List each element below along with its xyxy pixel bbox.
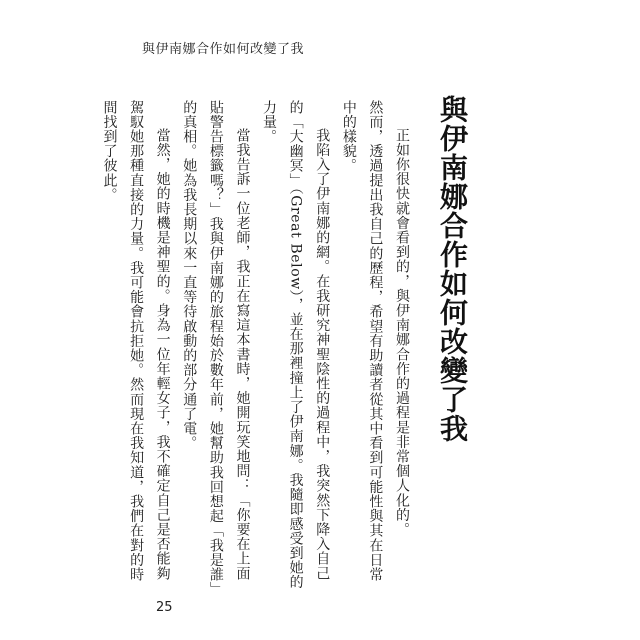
running-head: 與伊南娜合作如何改變了我 [142, 42, 305, 57]
paragraph: 當我告訴一位老師，我正在寫這本書時，她開玩笑地問：「你要在上面貼警告標籤嗎？」我與伊南娜的旅程始於數年前，她幫助我回想起「我是誰」的真相。她為我長期以來一直等待啟動的部分通了電。 [181, 100, 251, 590]
body-text [96, 100, 415, 595]
paragraph: 當然，她的時機是神聖的。身為一位年輕女子，我不確定自己是否能夠駕馭她那種直接的力量。我可能會抗拒她。然而現在我知道，我們在對的時間找到了彼此。 [101, 100, 171, 582]
chapter-title: 與伊南娜合作如何改變了我 [436, 95, 469, 443]
paragraph: 正如你很快就會看到的，與伊南娜合作的過程是非常個人化的。 [394, 128, 410, 537]
paragraph: 我陷入了伊南娜的網。在我研究神聖陰性的過程中，我突然下降入自己的「大幽冥」（Great Below），並在那裡撞上了伊南娜。我隨即感受到她的力量。 [261, 100, 331, 590]
page-number: 25 [156, 600, 173, 615]
paragraph: 然而，透過提出我自己的歷程，希望有助讀者從其中看到可能性與其在日常中的樣貌。 [340, 100, 384, 582]
